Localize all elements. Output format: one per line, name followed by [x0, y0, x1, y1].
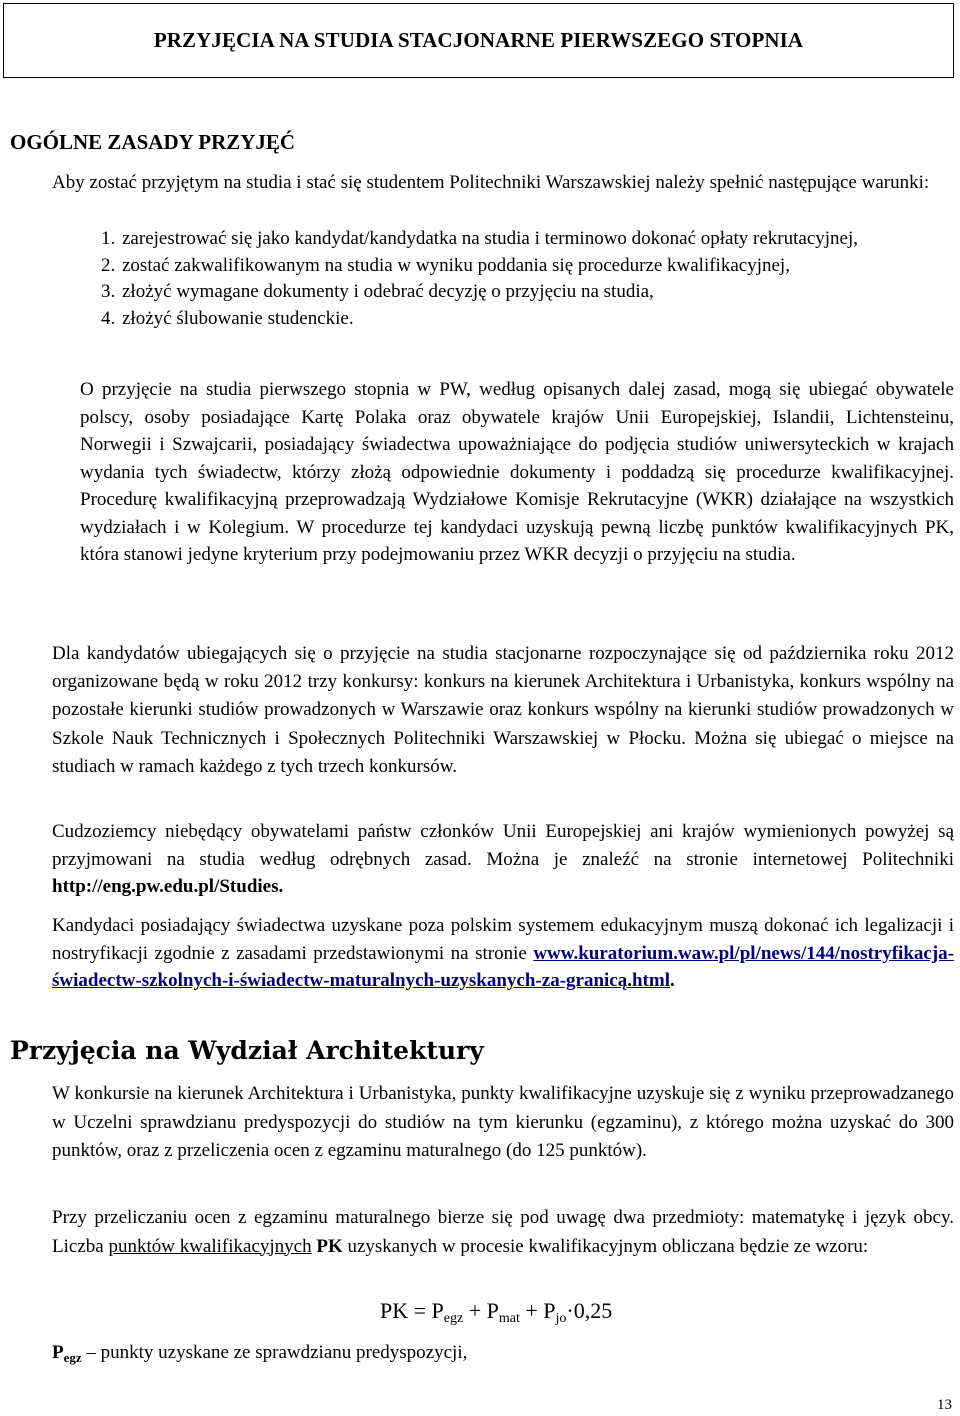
list-item: 1. zarejestrować się jako kandydat/kandydatka na studia i terminowo dokonać opłaty rekrutacyjnej,: [120, 226, 954, 253]
nostrification-end: .: [669, 970, 675, 991]
page-number: 13: [937, 1397, 952, 1413]
formula-plus2: + P: [519, 1298, 556, 1323]
formula-sub-egz: egz: [443, 1311, 464, 1326]
formula-sub-mat: mat: [498, 1311, 520, 1326]
list-item: 2. zostać zakwalifikowanym na studia w wyniku poddania się procedurze kwalifikacyjnej,: [120, 253, 954, 280]
studies-url: http://eng.pw.edu.pl/Studies.: [52, 876, 284, 897]
header-title: PRZYJĘCIA NA STUDIA STACJONARNE PIERWSZEGO STOPNIA: [153, 28, 804, 52]
header-box: [3, 3, 954, 78]
list-item: 4. złożyć ślubowanie studenckie.: [120, 306, 954, 333]
definition-pegz: [52, 1342, 467, 1366]
calculation-paragraph: [52, 1204, 954, 1261]
requirements-list: [80, 226, 954, 332]
eligibility-paragraph: O przyjęcie na studia pierwszego stopnia w PW, według opisanych dalej zasad, mogą się ubiegać obywatele polscy, osoby posiadające Kartę Polaka oraz obywatele krajów Unii Europejskiej, Islandii, Lichtensteinu, Norwegii i Szwajcarii, posiadający świadectwa upoważniające do podjęcia studiów uniwersyteckich w krajach wydania tych świadectw, którzy złożą odpowiednie dokumenty i poddadzą się procedurze kwalifikacyjnej. Procedurę kwalifikacyjną przeprowadzają Wydziałowe Komisje Rekrutacyjne (WKR) działające na wszystkich wydziałach i w Kolegium. W procedurze tej kandydaci uzyskują pewną liczbę punktów kwalifikacyjnych PK, która stanowi jedyne kryterium przy podejmowaniu przez WKR decyzji o przyjęciu na studia.: [80, 379, 954, 565]
formula-tail: ·0,25: [566, 1298, 613, 1323]
list-item: 3. złożyć wymagane dokumenty i odebrać decyzję o przyjęciu na studia,: [120, 279, 954, 306]
formula-plus1: + P: [463, 1298, 499, 1323]
calculation-pk: PK: [311, 1235, 343, 1257]
section-title-general: OGÓLNE ZASADY PRZYJĘĆ: [10, 130, 296, 154]
definition-symbol: P: [52, 1342, 64, 1363]
intro-paragraph: Aby zostać przyjętym na studia i stać się studentem Politechniki Warszawskiej należy spełnić następujące warunki:: [52, 172, 930, 193]
kuratorium-link[interactable]: www.kuratorium.waw.pl/pl/news/144/nostryfikacja-świadectw-szkolnych-i-świadectw-maturalnych-uzyskanych-za-granicą.html: [52, 942, 954, 991]
nostrification-paragraph: [52, 912, 954, 995]
architecture-paragraph: W konkursie na kierunek Architektura i Urbanistyka, punkty kwalifikacyjne uzyskuje się z wyniku przeprowadzanego w Uczelni sprawdzianu predyspozycji do studiów na tym kierunku (egzaminu), z którego można uzyskać do 300 punktów, oraz z przeliczenia ocen z egzaminu maturalnego (do 125 punktów).: [52, 1083, 954, 1161]
nostrification-text: Kandydaci posiadający świadectwa uzyskane poza polskim systemem edukacyjnym muszą dokonać ich legalizacji i nostryfikacji zgodnie z zasadami przedstawionymi na stronie: [52, 915, 954, 964]
calculation-text-c: uzyskanych w procesie kwalifikacyjnym obliczana będzie ze wzoru:: [342, 1235, 869, 1257]
definition-text: – punkty uzyskane ze sprawdzianu predyspozycji,: [81, 1342, 468, 1363]
formula-lhs: PK = P: [380, 1298, 444, 1323]
calculation-underlined: punktów kwalifikacyjnych: [108, 1235, 312, 1257]
contests-paragraph: Dla kandydatów ubiegających się o przyjęcie na studia stacjonarne rozpoczynające się od października roku 2012 organizowane będą w roku 2012 trzy konkursy: konkurs na kierunek Architektura i Urbanistyka, konkurs wspólny na pozostałe kierunki studiów prowadzonych w Warszawie oraz konkurs wspólny na kierunki studiów prowadzonych w Szkole Nauk Technicznych i Społecznych Politechniki Warszawskiej w Płocku. Można się ubiegać o miejsce na studiach w ramach każdego z tych trzech konkursów.: [52, 643, 954, 777]
definition-sub: egz: [63, 1350, 82, 1365]
calculation-text-a: Przy przeliczaniu ocen z egzaminu maturalnego bierze się pod uwagę dwa przedmioty: matematykę i język obcy. Liczba: [52, 1207, 954, 1257]
pk-formula: [380, 1298, 612, 1327]
foreigners-paragraph: [52, 818, 954, 901]
foreigners-text: Cudzoziemcy niebędący obywatelami państw członków Unii Europejskiej ani krajów wymienionych powyżej są przyjmowani na studia według odrębnych zasad. Można je znaleźć na stronie internetowej Politechniki: [52, 821, 954, 870]
section-title-architecture: Przyjęcia na Wydział Architektury: [10, 1036, 484, 1065]
formula-sub-jo: jo: [555, 1311, 567, 1326]
